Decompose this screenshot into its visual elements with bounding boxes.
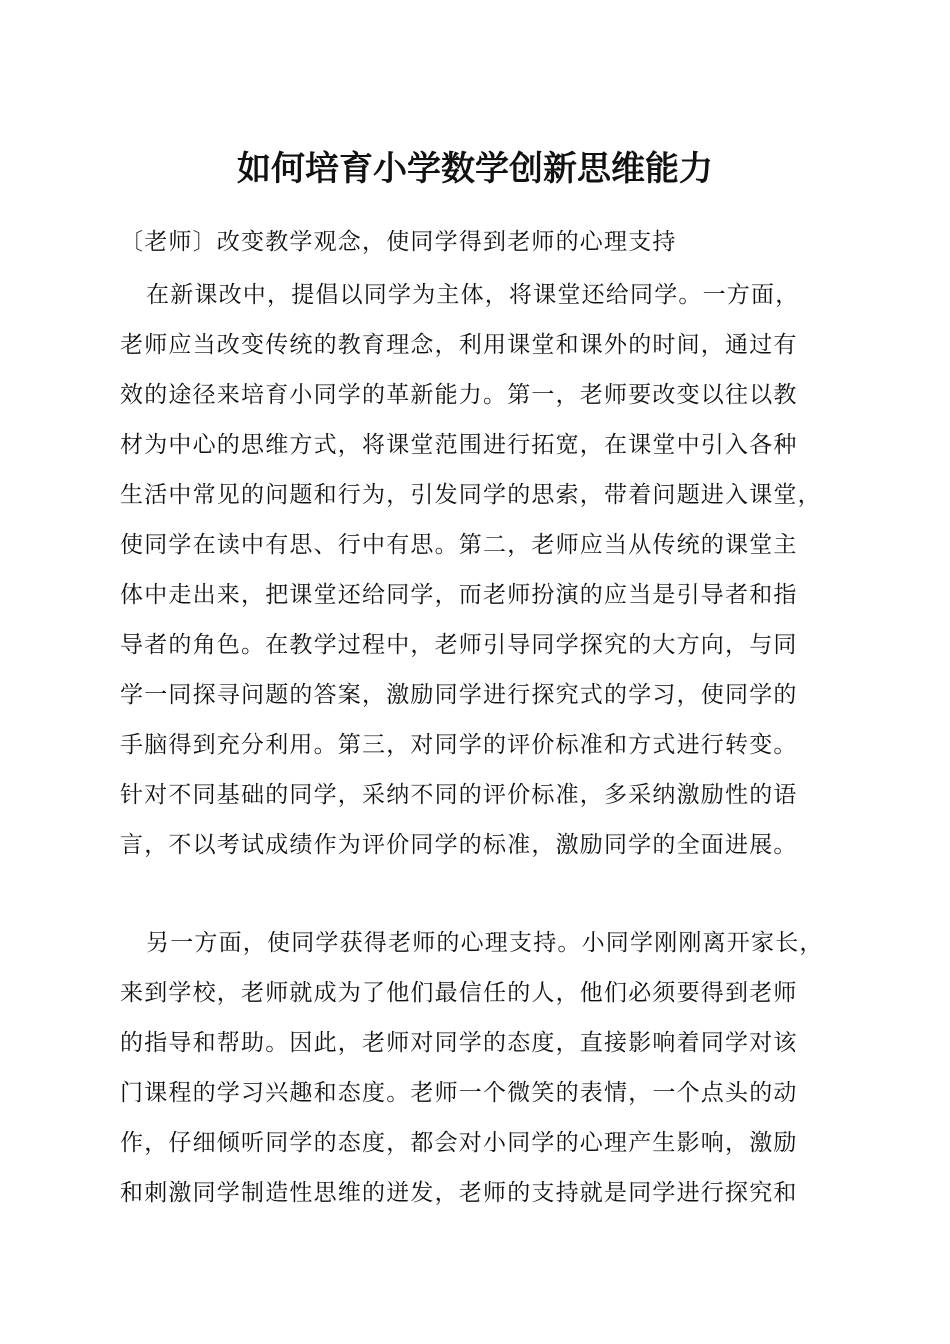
paragraph-line: 老师应当改变传统的教育理念，利用课堂和课外的时间，通过有	[120, 332, 798, 358]
paragraph-line: 的指导和帮助。因此，老师对同学的态度，直接影响着同学对该	[120, 1030, 798, 1056]
paragraph-line: 在新课改中，提倡以同学为主体，将课堂还给同学。一方面，	[146, 282, 800, 308]
paragraph-line: 学一同探寻问题的答案，激励同学进行探究式的学习，使同学的	[120, 682, 798, 708]
paragraph-line: 另一方面，使同学获得老师的心理支持。小同学刚刚离开家长，	[146, 930, 824, 956]
paragraph-1	[120, 270, 840, 870]
paragraph-line: 作，仔细倾听同学的态度，都会对小同学的心理产生影响，激励	[120, 1130, 798, 1156]
paragraph-line: 材为中心的思维方式，将课堂范围进行拓宽，在课堂中引入各种	[120, 432, 798, 458]
paragraph-line: 效的途径来培育小同学的革新能力。第一，老师要改变以往以教	[120, 382, 798, 408]
section-heading: 〔老师〕改变教学观念，使同学得到老师的心理支持	[120, 229, 677, 255]
paragraph-line: 体中走出来，把课堂还给同学，而老师扮演的应当是引导者和指	[120, 582, 798, 608]
paragraph-line: 手脑得到充分利用。第三，对同学的评价标准和方式进行转变。	[120, 732, 798, 758]
paragraph-line: 来到学校，老师就成为了他们最信任的人，他们必须要得到老师	[120, 980, 798, 1006]
paragraph-line: 和刺激同学制造性思维的迸发，老师的支持就是同学进行探究和	[120, 1180, 798, 1206]
paragraph-line: 门课程的学习兴趣和态度。老师一个微笑的表情，一个点头的动	[120, 1080, 798, 1106]
paragraph-line: 言，不以考试成绩作为评价同学的标准，激励同学的全面进展。	[120, 832, 798, 858]
paragraph-line: 针对不同基础的同学，采纳不同的评价标准，多采纳激励性的语	[120, 782, 798, 808]
paragraph-line: 导者的角色。在教学过程中，老师引导同学探究的大方向，与同	[120, 632, 798, 658]
paragraph-2	[120, 918, 840, 1218]
paragraph-line: 生活中常见的问题和行为，引发同学的思索，带着问题进入课堂，	[120, 482, 822, 508]
paragraph-line: 使同学在读中有思、行中有思。第二，老师应当从传统的课堂主	[120, 532, 798, 558]
document-title: 如何培育小学数学创新思维能力	[237, 149, 713, 189]
